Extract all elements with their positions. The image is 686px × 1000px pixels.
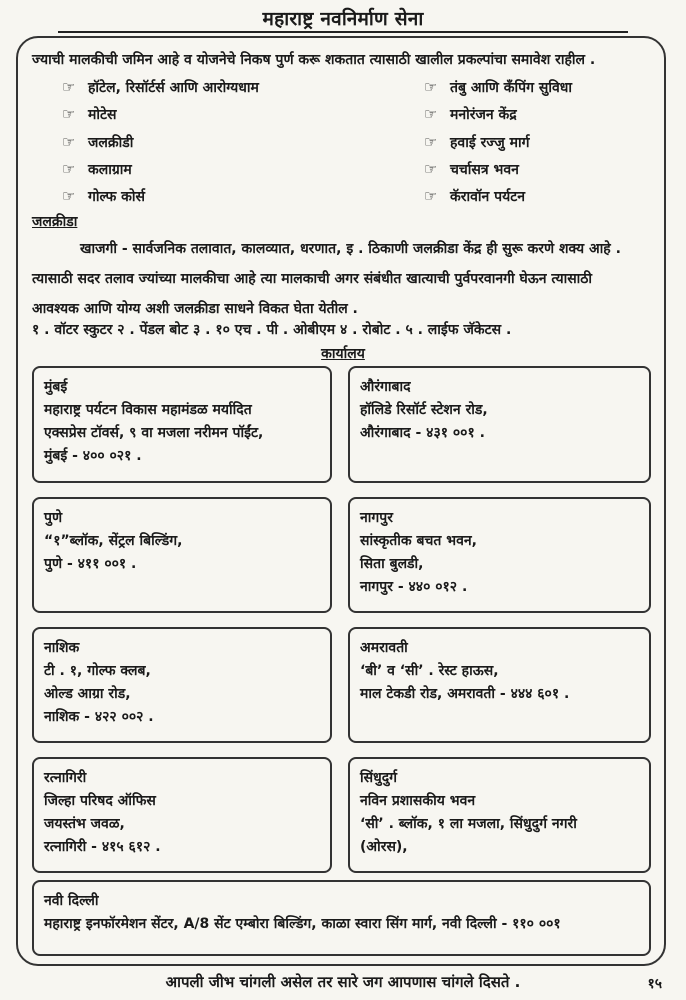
office-address-line: औरंगाबाद - ४३१ ००१ . [360, 425, 485, 441]
office-address-line: सांस्कृतीक बचत भवन, [360, 533, 477, 549]
facility-label: कॅरावॉन पर्यटन [450, 189, 526, 205]
office-city: औरंगाबाद [360, 379, 411, 395]
office-address-line: “१”ब्लॉक, सेंट्रल बिल्डिंग, [44, 533, 183, 549]
page-header-title: महाराष्ट्र नवनिर्माण सेना [262, 8, 424, 30]
office-card [348, 757, 651, 873]
office-address-line: सिता बुलडी, [360, 556, 424, 572]
office-address-line: महाराष्ट्र पर्यटन विकास महामंडळ मर्यादित [44, 402, 252, 418]
office-address-line: ओल्ड आग्रा रोड, [44, 686, 131, 702]
facility-item [62, 133, 133, 152]
pointing-hand-icon: ☞ [62, 187, 76, 205]
office-card [32, 880, 651, 956]
facility-label: मनोरंजन केंद्र [450, 107, 517, 123]
pointing-hand-icon: ☞ [62, 78, 76, 96]
page-number: १५ [647, 976, 662, 992]
facility-item [62, 187, 145, 206]
office-card [32, 366, 332, 483]
pointing-hand-icon: ☞ [62, 105, 76, 123]
pointing-hand-icon: ☞ [424, 187, 438, 205]
office-address-line: नागपुर - ४४० ०१२ . [360, 579, 468, 595]
pointing-hand-icon: ☞ [62, 133, 76, 151]
facility-item [424, 105, 517, 124]
header-divider [58, 31, 628, 33]
office-address-line: माल टेकडी रोड, अमरावती - ४४४ ६०१ . [360, 686, 570, 702]
facility-label: तंबु आणि कॅंपिंग सुविधा [450, 80, 572, 96]
office-address-line: (ओरस), [360, 839, 408, 855]
office-card [348, 497, 651, 613]
office-city: रत्नागिरी [44, 770, 87, 786]
pointing-hand-icon: ☞ [424, 133, 438, 151]
pointing-hand-icon: ☞ [62, 160, 76, 178]
intro-text: ज्याची मालकीची जमिन आहे व योजनेचे निकष पुर्ण करू शकतात त्यासाठी खालील प्रकल्पांचा समावेश राहील . [32, 52, 596, 68]
facility-label: चर्चासत्र भवन [450, 162, 519, 178]
section-title: जलक्रीडा [32, 214, 78, 230]
office-address-line: एक्सप्रेस टॉवर्स, ९ वा मजला नरीमन पॉईंट, [44, 425, 264, 441]
facility-item [424, 187, 525, 206]
office-city: नागपुर [360, 510, 393, 526]
facility-item [62, 105, 117, 124]
office-city: पुणे [44, 510, 63, 526]
office-address-line: जयस्तंभ जवळ, [44, 816, 125, 832]
equipment-list: १ . वॉटर स्कुटर २ . पेंडल बोट ३ . १० एच . पी . ओबीएम ४ . रोबोट . ५ . लाईफ जॅकेटस . [32, 322, 512, 338]
office-address-line: टी . १, गोल्फ क्लब, [44, 663, 151, 679]
facility-item [424, 160, 519, 179]
offices-heading: कार्यालय [321, 346, 365, 362]
pointing-hand-icon: ☞ [424, 160, 438, 178]
office-card [32, 497, 332, 613]
section-paragraph: खाजगी - सार्वजनिक तलावात, कालव्यात, धरणात, इ . ठिकाणी जलक्रीडा केंद्र ही सुरू करणे शक्य आहे . त्यासाठी सदर तलाव ज्यांच्या मालकीचा आहे त्या मालकाची अगर संबंधीत खात्याची पुर्वपरवानगी घेऊन त्यासाठी आवश्यक आणि योग्य अशी जलक्रीडा साधने विकत घेता येतील . [32, 241, 621, 317]
office-address-line: महाराष्ट्र इनफॉरमेशन सेंटर, A/8 सेंट एम्बोरा बिल्डिंग, काळा स्वारा सिंग मार्ग, नवी दिल्ली - ११० ००१ [44, 916, 561, 932]
facility-label: मोटेस [88, 107, 117, 123]
pointing-hand-icon: ☞ [424, 105, 438, 123]
office-city: नाशिक [44, 640, 80, 656]
office-city: नवी दिल्ली [44, 893, 99, 909]
office-address-line: हॉलिडे रिसॉर्ट स्टेशन रोड, [360, 402, 488, 418]
facility-item [62, 160, 132, 179]
footer-quote: आपली जीभ चांगली असेल तर सारे जग आपणास चांगले दिसते . [165, 973, 521, 991]
facility-item [424, 78, 572, 97]
facility-label: हवाई रज्जु मार्ग [450, 135, 530, 151]
office-address-line: नाशिक - ४२२ ००२ . [44, 709, 154, 725]
office-address-line: नविन प्रशासकीय भवन [360, 793, 476, 809]
office-address-line: रत्नागिरी - ४१५ ६१२ . [44, 839, 161, 855]
office-card [32, 627, 332, 743]
office-city: सिंधुदुर्ग [360, 770, 398, 786]
pointing-hand-icon: ☞ [424, 78, 438, 96]
facility-item [424, 133, 529, 152]
office-card [32, 757, 332, 873]
facility-label: हॉटेल, रिसॉर्टर्स आणि आरोग्यधाम [88, 80, 259, 96]
facility-item [62, 78, 259, 97]
office-address-line: ‘सी’ . ब्लॉक, १ ला मजला, सिंधुदुर्ग नगरी [360, 816, 577, 832]
office-address-line: ‘बी’ व ‘सी’ . रेस्ट हाऊस, [360, 663, 499, 679]
office-city: मुंबई [44, 379, 68, 395]
facility-label: कलाग्राम [88, 162, 132, 178]
facility-label: जलक्रीडी [88, 135, 134, 151]
office-city: अमरावती [360, 640, 408, 656]
office-address-line: मुंबई - ४०० ०२१ . [44, 448, 142, 464]
office-address-line: पुणे - ४११ ००१ . [44, 556, 137, 572]
office-address-line: जिल्हा परिषद ऑफिस [44, 793, 156, 809]
office-card [348, 366, 651, 483]
facility-label: गोल्फ कोर्स [88, 189, 146, 205]
office-card [348, 627, 651, 743]
